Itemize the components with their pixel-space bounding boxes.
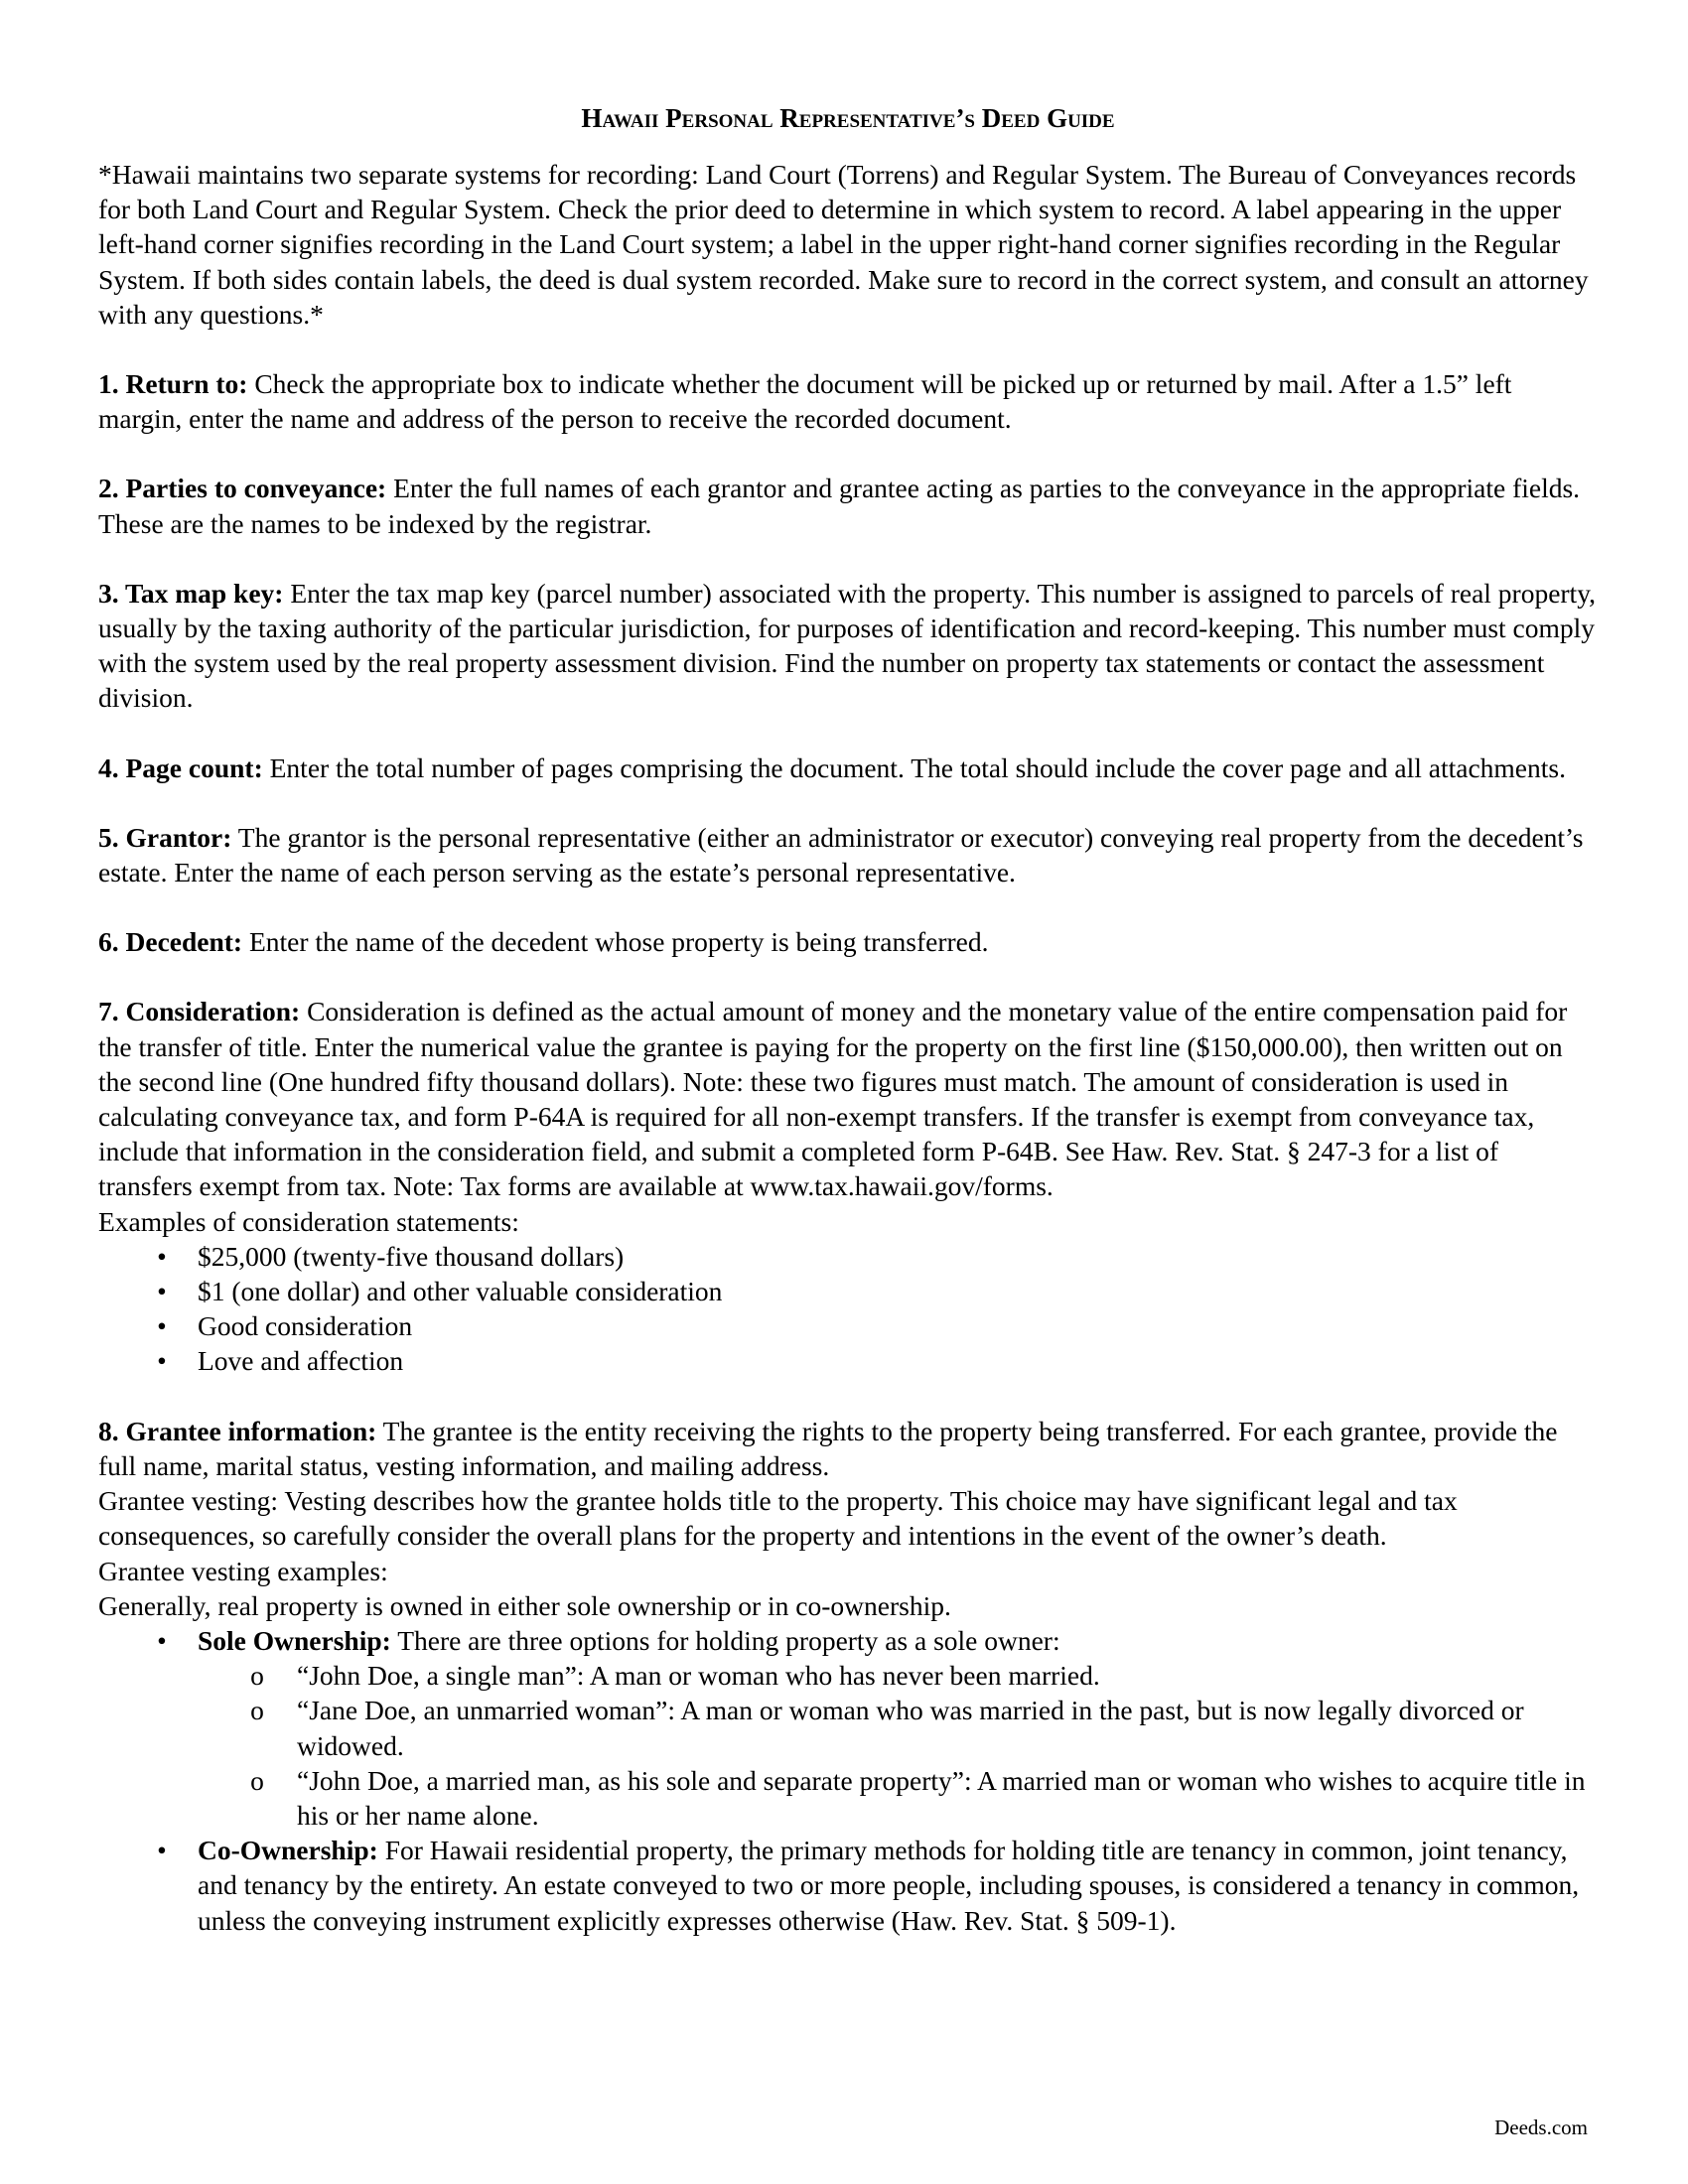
section-text: Enter the total number of pages comprising the document. The total should include the cover page and all attachments. [262, 751, 1566, 783]
section-heading: 3. Tax map key: [98, 577, 284, 609]
vesting-examples-label: Grantee vesting examples: [98, 1555, 388, 1586]
section-consideration [98, 994, 1598, 1203]
list-item [98, 1343, 1598, 1378]
list-item-text: $1 (one dollar) and other valuable consideration [198, 1276, 723, 1307]
circle-bullet-icon: o [250, 1695, 264, 1726]
ownership-text: There are three options for holding property as a sole owner: [390, 1624, 1060, 1656]
sub-list-item [198, 1658, 1598, 1693]
intro-paragraph: *Hawaii maintains two separate systems for recording: Land Court (Torrens) and Regular System. The Bureau of Conveyances records for both Land Court and Regular System. Check the prior deed to determine in which system to record. A label appearing in the upper left-hand corner signifies recording in the Land Court system; a label in the upper right-hand corner signifies recording in the Regular System. If both sides contain labels, the deed is dual system recorded. Make sure to record in the correct system, and consult an attorney with any questions.* [98, 159, 1589, 330]
sub-list-item [198, 1763, 1598, 1833]
section-heading: 2. Parties to conveyance: [98, 473, 387, 504]
section-text: Enter the name of the decedent whose property is being transferred. [242, 926, 989, 958]
list-item [98, 1274, 1598, 1308]
sub-list-item-text: “Jane Doe, an unmarried woman”: A man or woman who was married in the past, but is now legally divorced or widowed. [297, 1695, 1524, 1761]
section-tax-map-key [98, 576, 1598, 716]
section-parties [98, 471, 1598, 540]
list-item-text: Love and affection [198, 1345, 404, 1377]
grantee-vesting-paragraph: Grantee vesting: Vesting describes how the grantee holds title to the property. This choice may have significant legal and tax consequences, so carefully consider the overall plans for the property and intentions in the event of the owner’s death. [98, 1485, 1458, 1552]
section-page-count [98, 751, 1598, 785]
circle-bullet-icon: o [250, 1660, 264, 1692]
section-return-to [98, 366, 1598, 436]
list-item-text: $25,000 (twenty-five thousand dollars) [198, 1240, 625, 1272]
section-text: The grantor is the personal representative (either an administrator or executor) conveying real property from the decedent’s estate. Enter the name of each person serving as the estate’s personal representative. [98, 821, 1584, 888]
bullet-icon: • [157, 1835, 167, 1866]
sole-ownership-options [198, 1658, 1598, 1833]
list-item-sole-ownership [98, 1623, 1598, 1833]
section-text: The grantee is the entity receiving the rights to the property being transferred. For each grantee, provide the full name, marital status, vesting information, and mailing address. [98, 1415, 1558, 1481]
list-item-text: Good consideration [198, 1310, 413, 1342]
section-grantor [98, 820, 1598, 889]
ownership-intro: Generally, real property is owned in either sole ownership or in co-ownership. [98, 1589, 951, 1621]
bullet-icon: • [157, 1624, 167, 1656]
section-heading: 7. Consideration: [98, 996, 301, 1027]
section-decedent [98, 924, 1598, 959]
section-heading: 6. Decedent: [98, 926, 243, 958]
section-heading: 8. Grantee information: [98, 1415, 377, 1446]
list-item-co-ownership [98, 1833, 1598, 1938]
list-item [98, 1239, 1598, 1274]
sub-list-item [198, 1693, 1598, 1762]
section-text: Consideration is defined as the actual amount of money and the monetary value of the entire compensation paid for the transfer of title. Enter the numerical value the grantee is paying for the property on the first line ($150,000.00), then written out on the second line (One hundred fifty thousand dollars). Note: these two figures must match. The amount of consideration is used in calculating conveyance tax, and form P-64A is required for all non-exempt transfers. If the transfer is exempt from conveyance tax, include that information in the consideration field, and submit a completed form P-64B. See Haw. Rev. Stat. § 247-3 for a list of transfers exempt from tax. Note: Tax forms are available at www.tax.hawaii.gov/forms. [98, 996, 1568, 1202]
bullet-icon: • [157, 1310, 167, 1342]
list-item [98, 1308, 1598, 1343]
consideration-examples-list [98, 1239, 1598, 1379]
section-heading: 5. Grantor: [98, 821, 232, 853]
section-text: Check the appropriate box to indicate whether the document will be picked up or returned by mail. After a 1.5” left margin, enter the name and address of the person to receive the recorded document. [98, 368, 1512, 435]
section-heading: 4. Page count: [98, 751, 263, 783]
document-body [98, 99, 1598, 1938]
bullet-icon: • [157, 1276, 167, 1307]
sub-list-item-text: “John Doe, a single man”: A man or woman who has never been married. [297, 1660, 1100, 1692]
footer-brand: Deeds.com [1494, 2116, 1588, 2139]
ownership-heading: Sole Ownership: [198, 1624, 391, 1656]
sub-list-item-text: “John Doe, a married man, as his sole and separate property”: A married man or woman who wishes to acquire title in his or her name alone. [297, 1764, 1586, 1831]
bullet-icon: • [157, 1240, 167, 1272]
section-text: Enter the full names of each grantor and grantee acting as parties to the conveyance in the appropriate fields. These are the names to be indexed by the registrar. [98, 473, 1581, 539]
consideration-examples-label: Examples of consideration statements: [98, 1205, 519, 1237]
section-text: Enter the tax map key (parcel number) associated with the property. This number is assigned to parcels of real property, usually by the taxing authority of the particular jurisdiction, for purposes of identification and record-keeping. This number must comply with the system used by the real property assessment division. Find the number on property tax statements or contact the assessment division. [98, 577, 1597, 714]
section-grantee-information [98, 1414, 1598, 1483]
page-title: Hawaii Personal Representative’s Deed Guide [581, 103, 1115, 133]
section-heading: 1. Return to: [98, 368, 248, 400]
ownership-text: For Hawaii residential property, the primary methods for holding title are tenancy in common, joint tenancy, and tenancy by the entirety. An estate conveyed to two or more people, including spouses, is considered a tenancy in common, unless the conveying instrument explicitly expresses otherwise (Haw. Rev. Stat. § 509-1). [198, 1835, 1580, 1936]
bullet-icon: • [157, 1345, 167, 1377]
circle-bullet-icon: o [250, 1764, 264, 1796]
ownership-types-list [98, 1623, 1598, 1938]
ownership-heading: Co-Ownership: [198, 1835, 378, 1866]
